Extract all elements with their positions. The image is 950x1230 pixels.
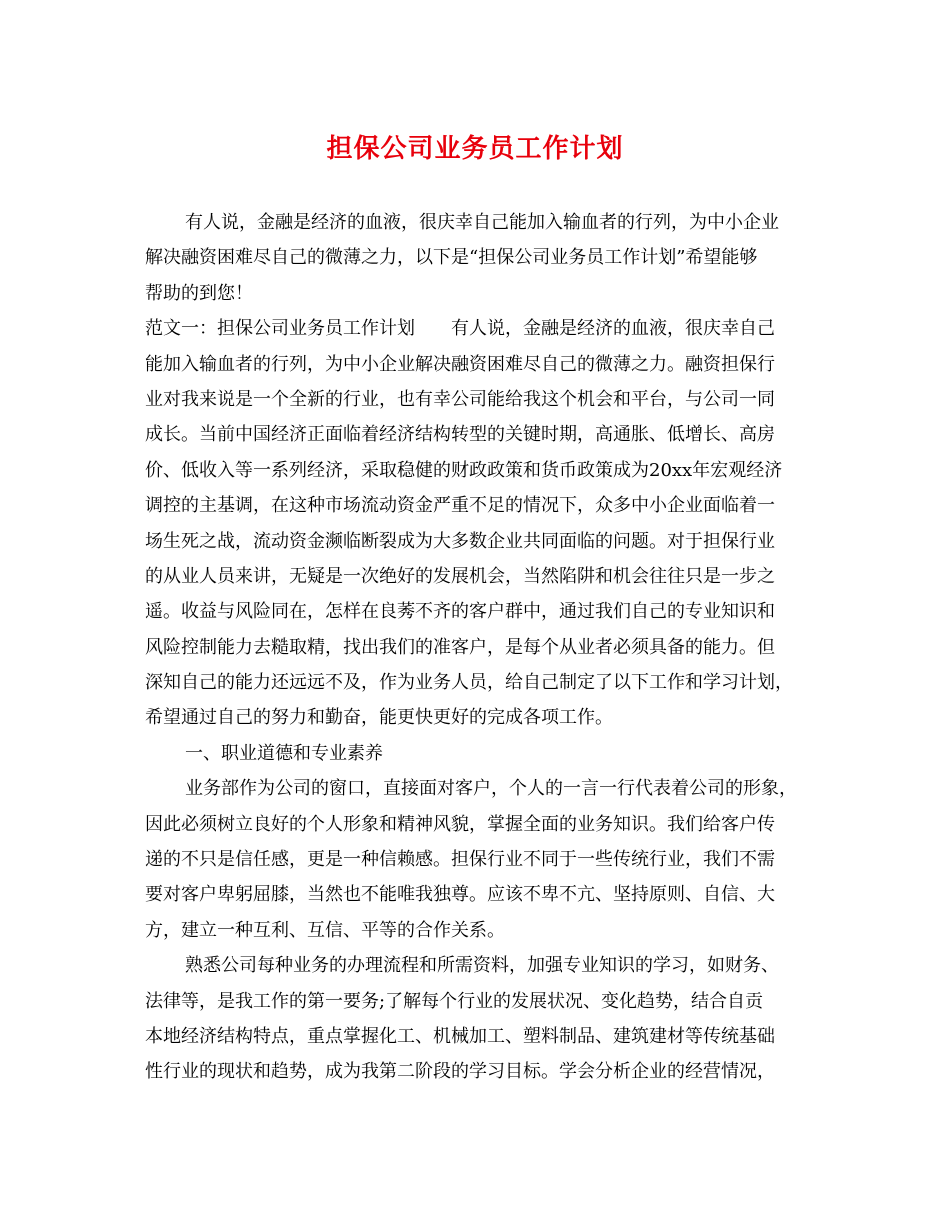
- text-line: 递的不只是信任感，更是一种信赖感。担保行业不同于一些传统行业，我们不需: [145, 849, 775, 871]
- text-line: 遥。收益与风险同在，怎样在良莠不齐的客户群中，通过我们自己的专业知识和: [145, 601, 775, 623]
- text-line: 深知自己的能力还远远不及，作为业务人员，给自己制定了以下工作和学习计划，: [145, 672, 793, 694]
- text-line: 解决融资困难尽自己的微薄之力，以下是“担保公司业务员工作计划”希望能够: [145, 247, 758, 269]
- text-line: 的从业人员来讲，无疑是一次绝好的发展机会，当然陷阱和机会往往只是一步之: [145, 565, 775, 587]
- text-line: 成长。当前中国经济正面临着经济结构转型的关键时期，高通胀、低增长、高房: [145, 424, 775, 446]
- text-line: 业务部作为公司的窗口，直接面对客户，个人的一言一行代表着公司的形象，: [185, 778, 797, 800]
- text-line: 因此必须树立良好的个人形象和精神风貌，掌握全面的业务知识。我们给客户传: [145, 813, 775, 835]
- text-line: 场生死之战，流动资金濒临断裂成为大多数企业共同面临的问题。对于担保行业: [145, 530, 775, 552]
- text-line: 本地经济结构特点，重点掌握化工、机械加工、塑料制品、建筑建材等传统基础: [145, 1025, 775, 1047]
- document-body: [145, 205, 807, 1090]
- document-title: 担保公司业务员工作计划: [326, 134, 624, 164]
- text-line: 调控的主基调，在这种市场流动资金严重不足的情况下，众多中小企业面临着一: [145, 495, 775, 517]
- text-line: 性行业的现状和趋势，成为我第二阶段的学习目标。学会分析企业的经营情况，: [145, 1061, 775, 1083]
- text-line: 希望通过自己的努力和勤奋，能更快更好的完成各项工作。: [145, 707, 613, 729]
- text-line: 范文一：担保公司业务员工作计划 有人说，金融是经济的血液，很庆幸自己: [145, 318, 775, 340]
- text-line: 风险控制能力去糙取精，找出我们的准客户，是每个从业者必须具备的能力。但: [145, 636, 775, 658]
- text-line: 要对客户卑躬屈膝，当然也不能唯我独尊。应该不卑不亢、坚持原则、自信、大: [145, 884, 775, 906]
- text-line: 法律等，是我工作的第一要务;了解每个行业的发展状况、变化趋势，结合自贡: [145, 990, 764, 1012]
- text-line: 业对我来说是一个全新的行业，也有幸公司能给我这个机会和平台，与公司一同: [145, 388, 775, 410]
- text-line: 能加入输血者的行列，为中小企业解决融资困难尽自己的微薄之力。融资担保行: [145, 353, 775, 375]
- text-line: 方，建立一种互利、互信、平等的合作关系。: [145, 919, 505, 941]
- text-line: 一、职业道德和专业素养: [185, 742, 383, 764]
- text-line: 帮助的到您！: [145, 282, 253, 304]
- text-line: 有人说，金融是经济的血液，很庆幸自己能加入输血者的行列，为中小企业: [185, 212, 779, 233]
- text-line: 价、低收入等一系列经济，采取稳健的财政政策和货币政策成为20xx年宏观经济: [145, 459, 783, 481]
- text-line: 熟悉公司每种业务的办理流程和所需资料，加强专业知识的学习，如财务、: [185, 955, 779, 977]
